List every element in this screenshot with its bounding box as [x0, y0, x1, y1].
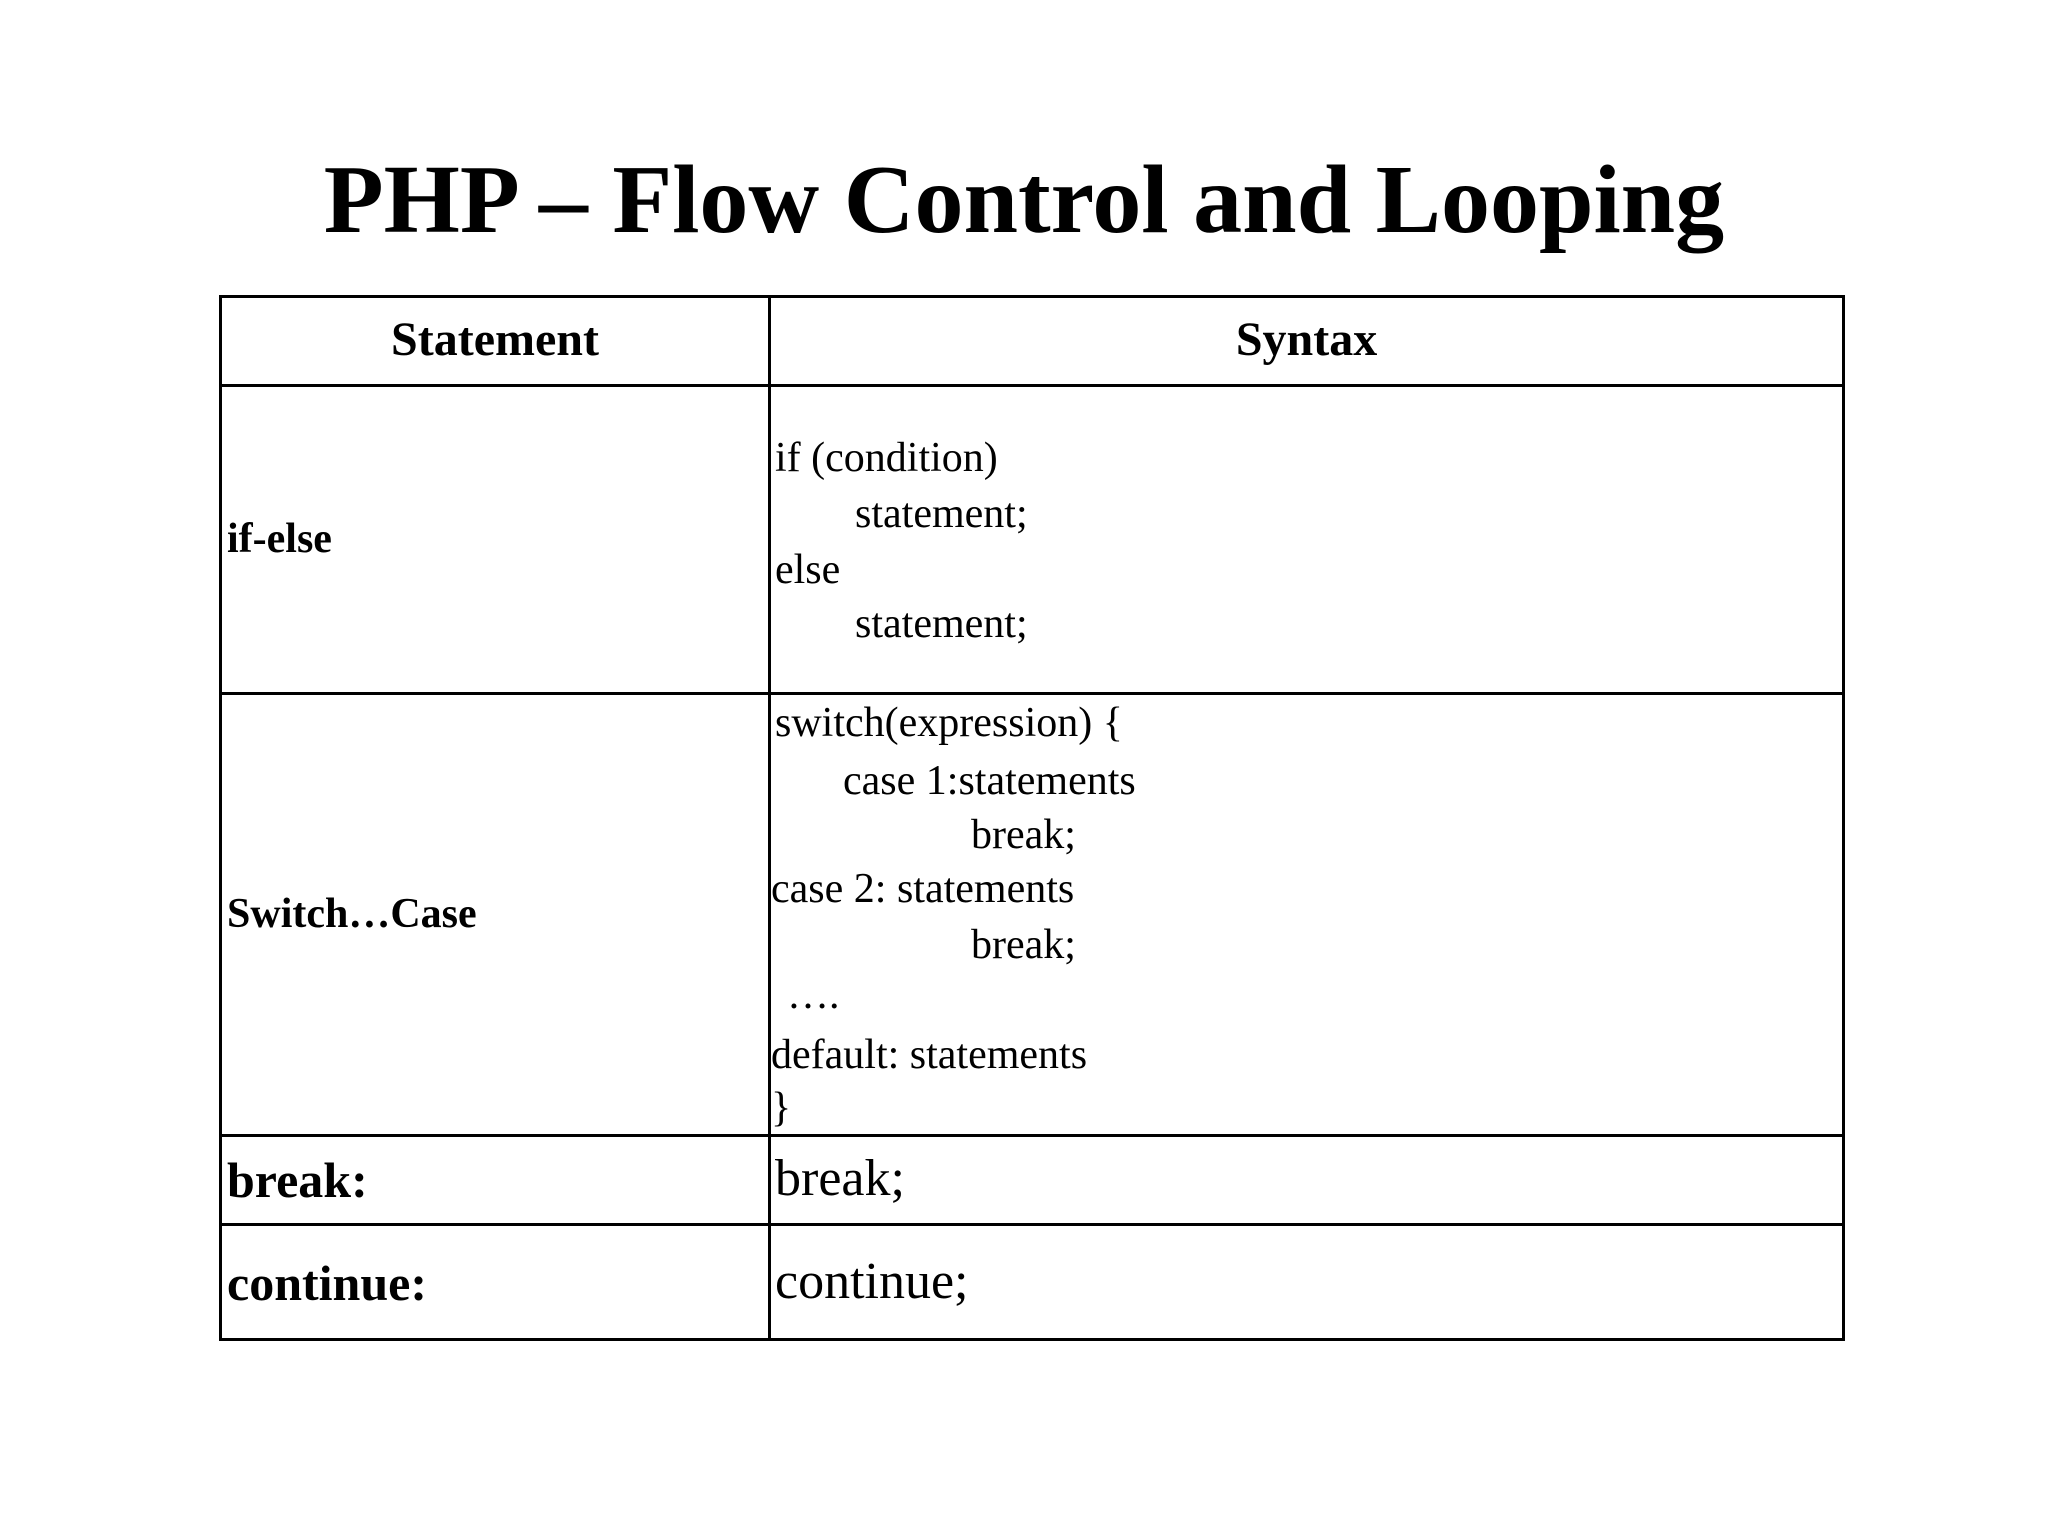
syntax-line: case 2: statements — [771, 866, 1075, 912]
statement-break: break: — [227, 1152, 368, 1208]
header-statement: Statement — [391, 313, 599, 366]
syntax-line: case 1:statements — [843, 758, 1136, 804]
header-syntax: Syntax — [1235, 313, 1378, 366]
row-divider — [222, 384, 1842, 387]
syntax-line: …. — [787, 972, 840, 1018]
syntax-line: else — [775, 547, 841, 593]
syntax-line: statement; — [855, 491, 1028, 537]
statement-if-else: if-else — [227, 516, 332, 562]
flow-control-table — [219, 295, 1845, 1341]
row-divider — [222, 1223, 1842, 1226]
row-divider — [222, 692, 1842, 695]
statement-continue: continue: — [227, 1255, 427, 1311]
row-divider — [222, 1134, 1842, 1137]
slide-title: PHP – Flow Control and Looping — [323, 146, 1725, 254]
syntax-line: default: statements — [771, 1032, 1088, 1078]
syntax-line: break; — [971, 812, 1076, 858]
syntax-line: if (condition) — [775, 435, 998, 481]
column-divider — [768, 298, 771, 1338]
statement-switch-case: Switch…Case — [227, 891, 477, 937]
syntax-line: } — [771, 1085, 792, 1131]
syntax-line: break; — [971, 922, 1076, 968]
syntax-line: statement; — [855, 601, 1028, 647]
syntax-line: continue; — [775, 1253, 969, 1310]
syntax-line: switch(expression) { — [775, 700, 1123, 746]
syntax-line: break; — [775, 1150, 905, 1207]
